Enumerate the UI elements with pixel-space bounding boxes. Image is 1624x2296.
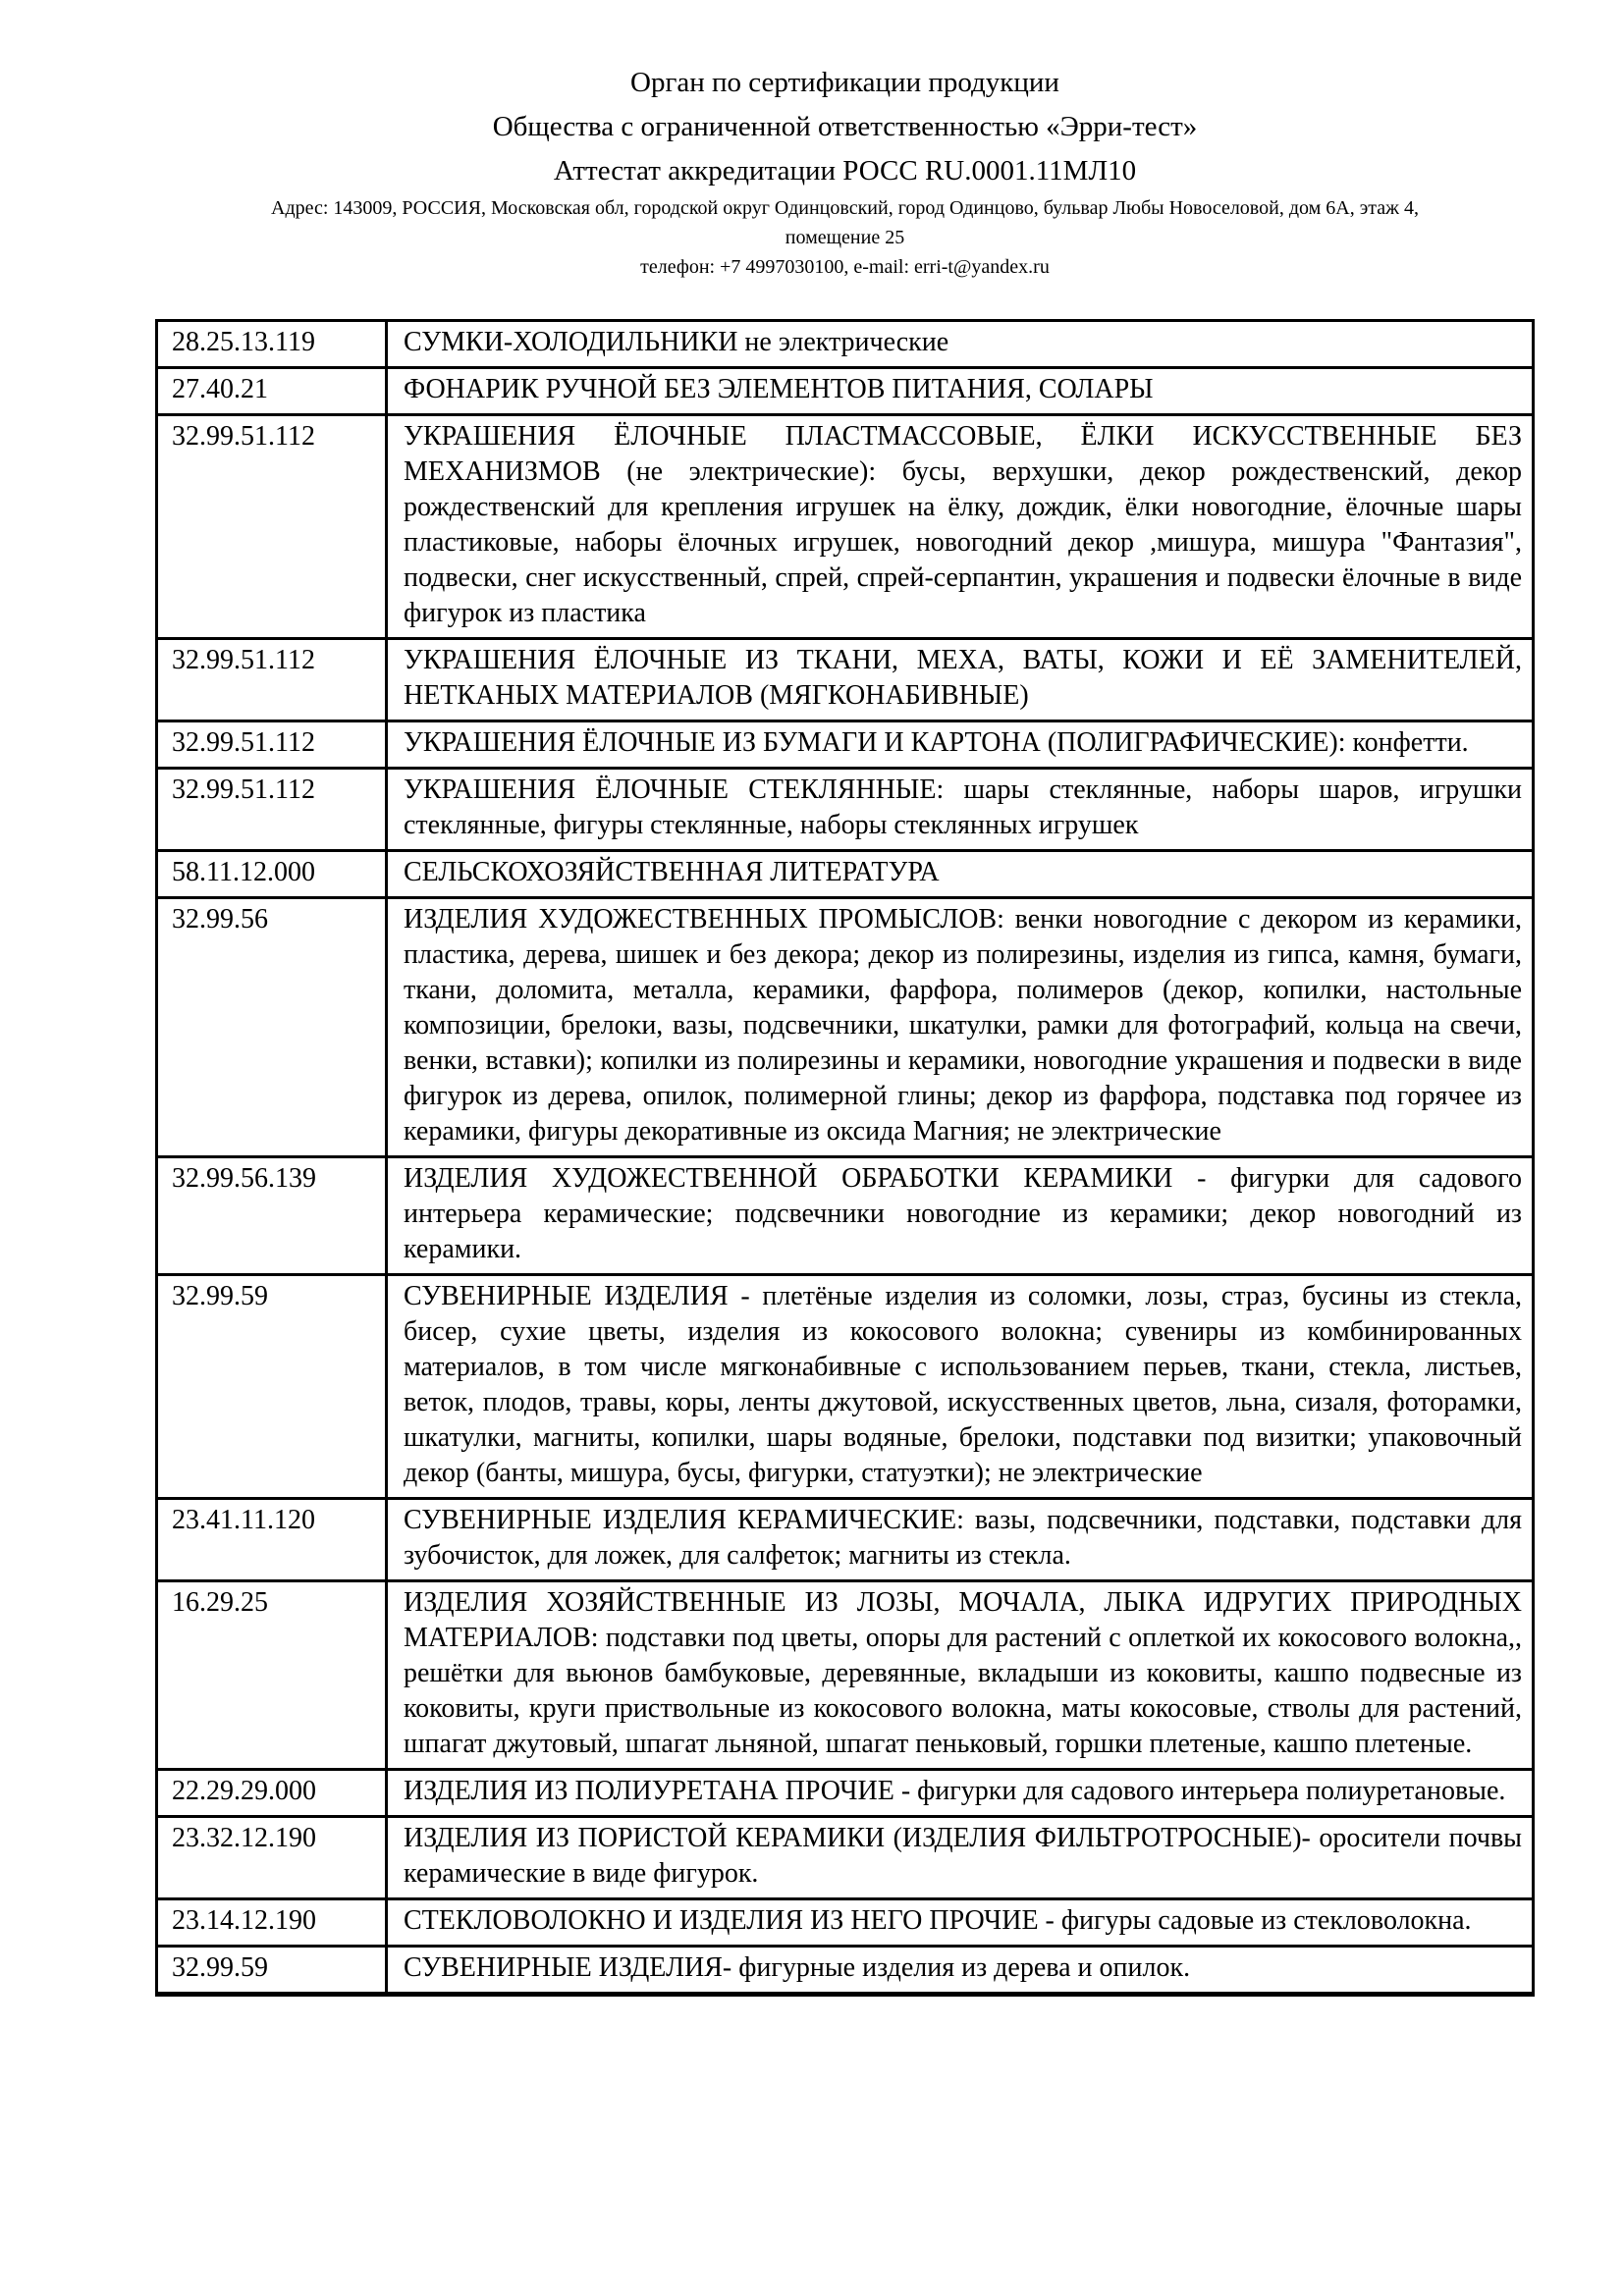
product-code-cell: 32.99.59 [157, 1947, 387, 1995]
product-code-cell: 27.40.21 [157, 368, 387, 415]
table-row [157, 1899, 1534, 1947]
header-org-type: Орган по сертификации продукции [630, 67, 1059, 98]
header-org-name: Общества с ограниченной ответственностью «Эрри-тест» [492, 111, 1198, 142]
table-row [157, 368, 1534, 415]
table-row [157, 1275, 1534, 1499]
product-code-cell: 28.25.13.119 [157, 321, 387, 368]
product-code-cell: 32.99.51.112 [157, 415, 387, 639]
header-address-line1: Адрес: 143009, РОССИЯ, Московская обл, городской округ Одинцовский, город Одинцово, бульвар Любы Новоселовой, дом 6А, этаж 4, [271, 197, 1419, 219]
product-code-cell: 32.99.56.139 [157, 1157, 387, 1275]
table-row [157, 1157, 1534, 1275]
product-desc-cell: ИЗДЕЛИЯ ХОЗЯЙСТВЕННЫЕ ИЗ ЛОЗЫ, МОЧАЛА, ЛЫКА ИДРУГИХ ПРИРОДНЫХ МАТЕРИАЛОВ: подставки под цветы, опоры для растений с оплеткой их кокосового волокна,, решётки для вьюнов бамбуковые, деревянные, вкладыши из коковиты, кашпо подвесные из коковиты, круги приствольные из кокосового волокна, маты кокосовые, стволы для растений, шпагат джутовый, шпагат льняной, шпагат пеньковый, горшки плетеные, кашпо плетеные. [387, 1581, 1534, 1770]
table-row [157, 1947, 1534, 1995]
product-desc-cell: ИЗДЕЛИЯ ИЗ ПОРИСТОЙ КЕРАМИКИ (ИЗДЕЛИЯ ФИЛЬТРОТРОСНЫЕ)- оросители почвы керамические в виде фигурок. [387, 1817, 1534, 1899]
table-row [157, 851, 1534, 898]
header-accreditation-number: Аттестат аккредитации РОСС RU.0001.11МЛ10 [553, 155, 1137, 187]
product-code-cell: 16.29.25 [157, 1581, 387, 1770]
product-desc-cell: ИЗДЕЛИЯ ХУДОЖЕСТВЕННЫХ ПРОМЫСЛОВ: венки новогодние с декором из керамики, пластика, дерева, шишек и без декора; декор из полирезины, изделия из гипса, камня, бумаги, ткани, доломита, металла, керамики, фарфора, полимеров (декор, копилки, настольные композиции, брелоки, вазы, подсвечники, шкатулки, рамки для фотографий, кольца на свечи, венки, вставки); копилки из полирезины и керамики, новогодние украшения и подвески в виде фигурок из дерева, опилок, полимерной глины; декор из фарфора, подставка под горячее из керамики, фигуры декоративные из оксида Магния; не электрические [387, 898, 1534, 1157]
product-code-cell: 22.29.29.000 [157, 1770, 387, 1817]
header-contact: телефон: +7 4997030100, e-mail: erri-t@yandex.ru [640, 256, 1050, 278]
product-desc-cell: УКРАШЕНИЯ ЁЛОЧНЫЕ ПЛАСТМАССОВЫЕ, ЁЛКИ ИСКУССТВЕННЫЕ БЕЗ МЕХАНИЗМОВ (не электрические): бусы, верхушки, декор рождественский, декор рождественский для крепления игрушек на ёлку, дождик, ёлки новогодние, ёлочные шары пластиковые, наборы ёлочных игрушек, новогодний декор ,мишура, мишура "Фантазия", подвески, снег искусственный, спрей, спрей-серпантин, украшения и подвески ёлочные в виде фигурок из пластика [387, 415, 1534, 639]
table-row [157, 1581, 1534, 1770]
table-row [157, 415, 1534, 639]
product-desc-cell: УКРАШЕНИЯ ЁЛОЧНЫЕ ИЗ БУМАГИ И КАРТОНА (ПОЛИГРАФИЧЕСКИЕ): конфетти. [387, 721, 1534, 769]
product-code-cell: 23.14.12.190 [157, 1899, 387, 1947]
product-code-cell: 23.32.12.190 [157, 1817, 387, 1899]
table-row [157, 639, 1534, 721]
product-desc-cell: СТЕКЛОВОЛОКНО И ИЗДЕЛИЯ ИЗ НЕГО ПРОЧИЕ - фигуры садовые из стекловолокна. [387, 1899, 1534, 1947]
product-desc-cell: СЕЛЬСКОХОЗЯЙСТВЕННАЯ ЛИТЕРАТУРА [387, 851, 1534, 898]
product-codes-table [155, 319, 1535, 1997]
product-code-cell: 32.99.59 [157, 1275, 387, 1499]
product-code-cell: 32.99.51.112 [157, 769, 387, 851]
table-row [157, 721, 1534, 769]
product-desc-cell: УКРАШЕНИЯ ЁЛОЧНЫЕ СТЕКЛЯННЫЕ: шары стеклянные, наборы шаров, игрушки стеклянные, фигуры стеклянные, наборы стеклянных игрушек [387, 769, 1534, 851]
product-code-cell: 32.99.51.112 [157, 639, 387, 721]
table-row [157, 1499, 1534, 1581]
table-row [157, 1817, 1534, 1899]
product-desc-cell: ФОНАРИК РУЧНОЙ БЕЗ ЭЛЕМЕНТОВ ПИТАНИЯ, СОЛАРЫ [387, 368, 1534, 415]
product-desc-cell: СУВЕНИРНЫЕ ИЗДЕЛИЯ- фигурные изделия из дерева и опилок. [387, 1947, 1534, 1995]
document-header [155, 0, 1535, 282]
product-desc-cell: СУМКИ-ХОЛОДИЛЬНИКИ не электрические [387, 321, 1534, 368]
header-address-line2: помещение 25 [785, 227, 905, 248]
product-code-cell: 32.99.56 [157, 898, 387, 1157]
product-code-cell: 32.99.51.112 [157, 721, 387, 769]
product-code-cell: 58.11.12.000 [157, 851, 387, 898]
table-row [157, 1770, 1534, 1817]
table-row [157, 321, 1534, 368]
product-desc-cell: СУВЕНИРНЫЕ ИЗДЕЛИЯ - плетёные изделия из соломки, лозы, страз, бусины из стекла, бисер, сухие цветы, изделия из кокосового волокна; сувениры из комбинированных материалов, в том числе мягконабивные с использованием перьев, ткани, стекла, листьев, веток, плодов, травы, коры, ленты джутовой, искусственных цветов, льна, сизаля, фоторамки, шкатулки, магниты, копилки, шары водяные, брелоки, подставки под визитки; упаковочный декор (банты, мишура, бусы, фигурки, статуэтки); не электрические [387, 1275, 1534, 1499]
table-row [157, 898, 1534, 1157]
product-desc-cell: СУВЕНИРНЫЕ ИЗДЕЛИЯ КЕРАМИЧЕСКИЕ: вазы, подсвечники, подставки, подставки для зубочисток, для ложек, для салфеток; магниты из стекла. [387, 1499, 1534, 1581]
product-code-cell: 23.41.11.120 [157, 1499, 387, 1581]
product-desc-cell: ИЗДЕЛИЯ ХУДОЖЕСТВЕННОЙ ОБРАБОТКИ КЕРАМИКИ - фигурки для садового интерьера керамические; подсвечники новогодние из керамики; декор новогодний из керамики. [387, 1157, 1534, 1275]
product-desc-cell: ИЗДЕЛИЯ ИЗ ПОЛИУРЕТАНА ПРОЧИЕ - фигурки для садового интерьера полиуретановые. [387, 1770, 1534, 1817]
product-desc-cell: УКРАШЕНИЯ ЁЛОЧНЫЕ ИЗ ТКАНИ, МЕХА, ВАТЫ, КОЖИ И ЕЁ ЗАМЕНИТЕЛЕЙ, НЕТКАНЫХ МАТЕРИАЛОВ (МЯГКОНАБИВНЫЕ) [387, 639, 1534, 721]
table-row [157, 769, 1534, 851]
